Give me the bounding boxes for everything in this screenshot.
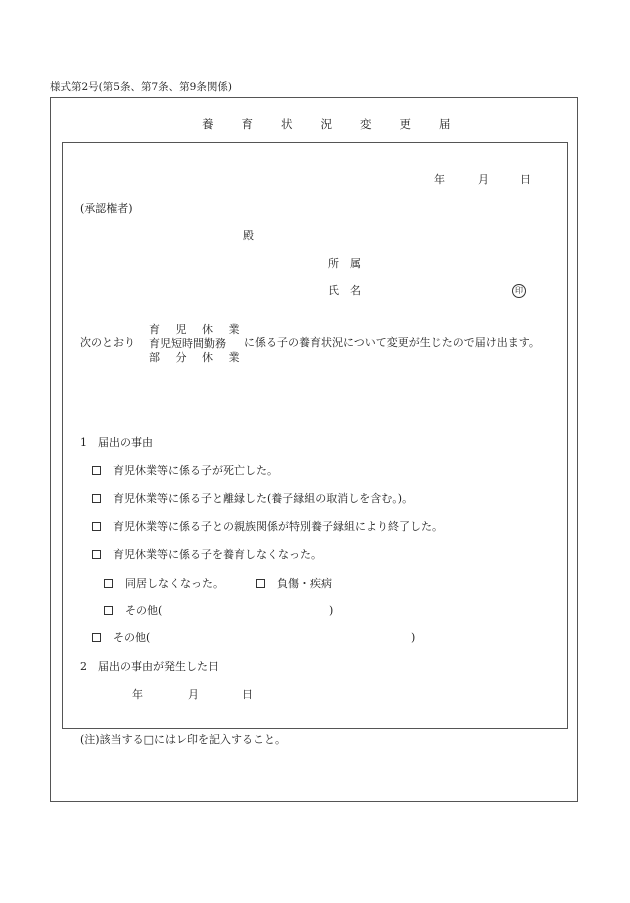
seal-icon: 印 — [512, 284, 526, 298]
reason-text: 育児休業等に係る子との親族関係が特別養子縁組により終了した。 — [113, 520, 443, 533]
sub-other-open: その他( — [125, 604, 163, 617]
title-char: 育 — [241, 117, 253, 131]
option-childcare-leave: 育 児 休 業 — [149, 323, 246, 336]
reason-text: 育児休業等に係る子を養育しなくなった。 — [113, 548, 322, 561]
form-number-label: 様式第2号(第5条、第7条、第9条関係) — [50, 81, 232, 93]
reason-item — [92, 521, 443, 532]
footnote: (注)該当する□にはレ印を記入すること。 — [80, 733, 286, 746]
date-day: 日 — [242, 688, 253, 701]
section1-heading: 1 届出の事由 — [80, 436, 153, 449]
checkbox[interactable] — [104, 606, 113, 615]
title-char: 変 — [360, 117, 372, 131]
other-close: ) — [411, 631, 416, 644]
checkbox[interactable] — [256, 579, 265, 588]
submission-date — [434, 174, 531, 185]
form-title — [202, 119, 451, 131]
date-year: 年 — [434, 173, 445, 186]
name-label: 氏 名 — [328, 284, 361, 297]
addressee-suffix: 殿 — [243, 229, 254, 242]
date-month: 月 — [478, 173, 489, 186]
checkbox[interactable] — [92, 494, 101, 503]
checkbox[interactable] — [92, 522, 101, 531]
title-char: 況 — [320, 117, 332, 131]
leave-type-options — [149, 323, 246, 365]
reason-other — [92, 632, 150, 643]
seal-mark — [512, 284, 526, 298]
section2-heading: 2 届出の事由が発生した日 — [80, 660, 219, 673]
approver-label: (承認権者) — [80, 202, 133, 215]
sub-reason-text: 同居しなくなった。 — [125, 577, 224, 590]
checkbox[interactable] — [92, 466, 101, 475]
other-open: その他( — [113, 631, 151, 644]
sub-other-close: ) — [329, 604, 334, 617]
option-partial-leave: 部 分 休 業 — [149, 351, 246, 364]
statement-prefix: 次のとおり — [80, 336, 135, 349]
statement-suffix: に係る子の養育状況について変更が生じたので届け出ます。 — [244, 336, 540, 349]
title-char: 届 — [439, 117, 451, 131]
checkbox[interactable] — [104, 579, 113, 588]
reason-item — [92, 549, 322, 560]
sub-reason-text: 負傷・疾病 — [277, 577, 332, 590]
sub-reason-injury — [256, 578, 332, 589]
date-month: 月 — [188, 688, 199, 701]
title-char: 更 — [399, 117, 411, 131]
checkbox[interactable] — [92, 633, 101, 642]
checkbox[interactable] — [92, 550, 101, 559]
affiliation-label: 所 属 — [328, 257, 361, 270]
title-char: 養 — [202, 117, 214, 131]
option-short-hours: 育児短時間勤務 — [149, 337, 226, 350]
reason-item — [92, 493, 413, 504]
sub-reason-other — [104, 605, 162, 616]
title-char: 状 — [281, 117, 293, 131]
reason-text: 育児休業等に係る子と離縁した(養子縁組の取消しを含む。)。 — [113, 492, 414, 505]
date-year: 年 — [132, 688, 143, 701]
occurrence-date — [132, 689, 253, 700]
date-day: 日 — [520, 173, 531, 186]
reason-item — [92, 465, 278, 476]
sub-reason-cohabit — [104, 578, 224, 589]
reason-text: 育児休業等に係る子が死亡した。 — [113, 464, 278, 477]
